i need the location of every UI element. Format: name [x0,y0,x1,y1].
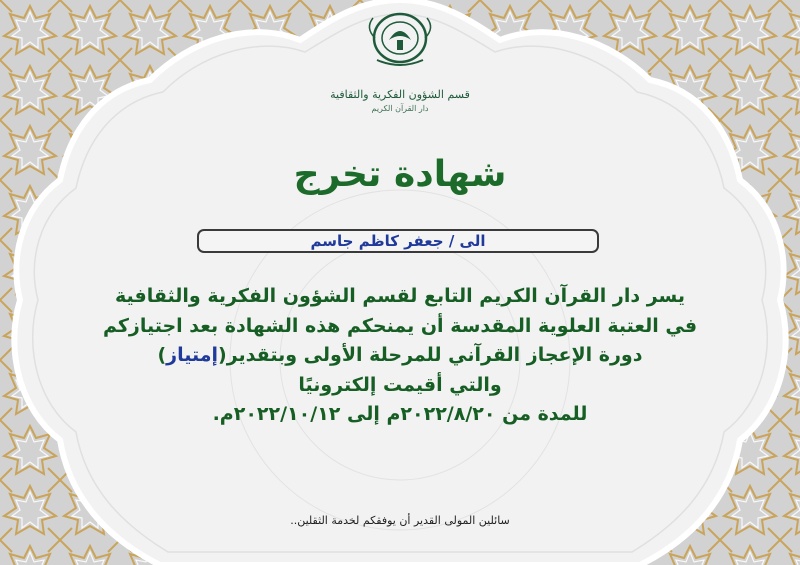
recipient-separator: / [448,232,455,250]
body-line-3 [60,341,740,371]
department-sub-line: دار القرآن الكريم [371,104,429,113]
certificate-title: شهادة تخرج [293,154,507,195]
body-line-4: والتي أقيمت إلكترونيًا [298,373,502,396]
recipient-name: جعفر كاظم جاسم [310,232,444,250]
grade-value: إمتياز [166,344,219,366]
body-line-3-pre: دورة الإعجاز القرآني للمرحلة الأولى وبتقدير( [218,344,643,366]
certificate-body [60,282,740,430]
body-line-3-post: ) [157,344,167,366]
body-line-5: للمدة من ٢٠٢٢/٨/٢٠م إلى ٢٠٢٢/١٠/١٢م. [212,403,588,425]
department-line: قسم الشؤون الفكرية والثقافية [330,88,470,101]
recipient-box [197,229,599,253]
body-line-2: في العتبة العلوية المقدسة أن يمنحكم هذه الشهادة بعد اجتيازكم [102,314,698,337]
closing-line: سائلين المولى القدير أن يوفقكم لخدمة الثقلين.. [290,514,510,527]
recipient-prefix: الى [459,232,486,250]
body-line-1: يسر دار القرآن الكريم التابع لقسم الشؤون الفكرية والثقافية [114,285,686,307]
